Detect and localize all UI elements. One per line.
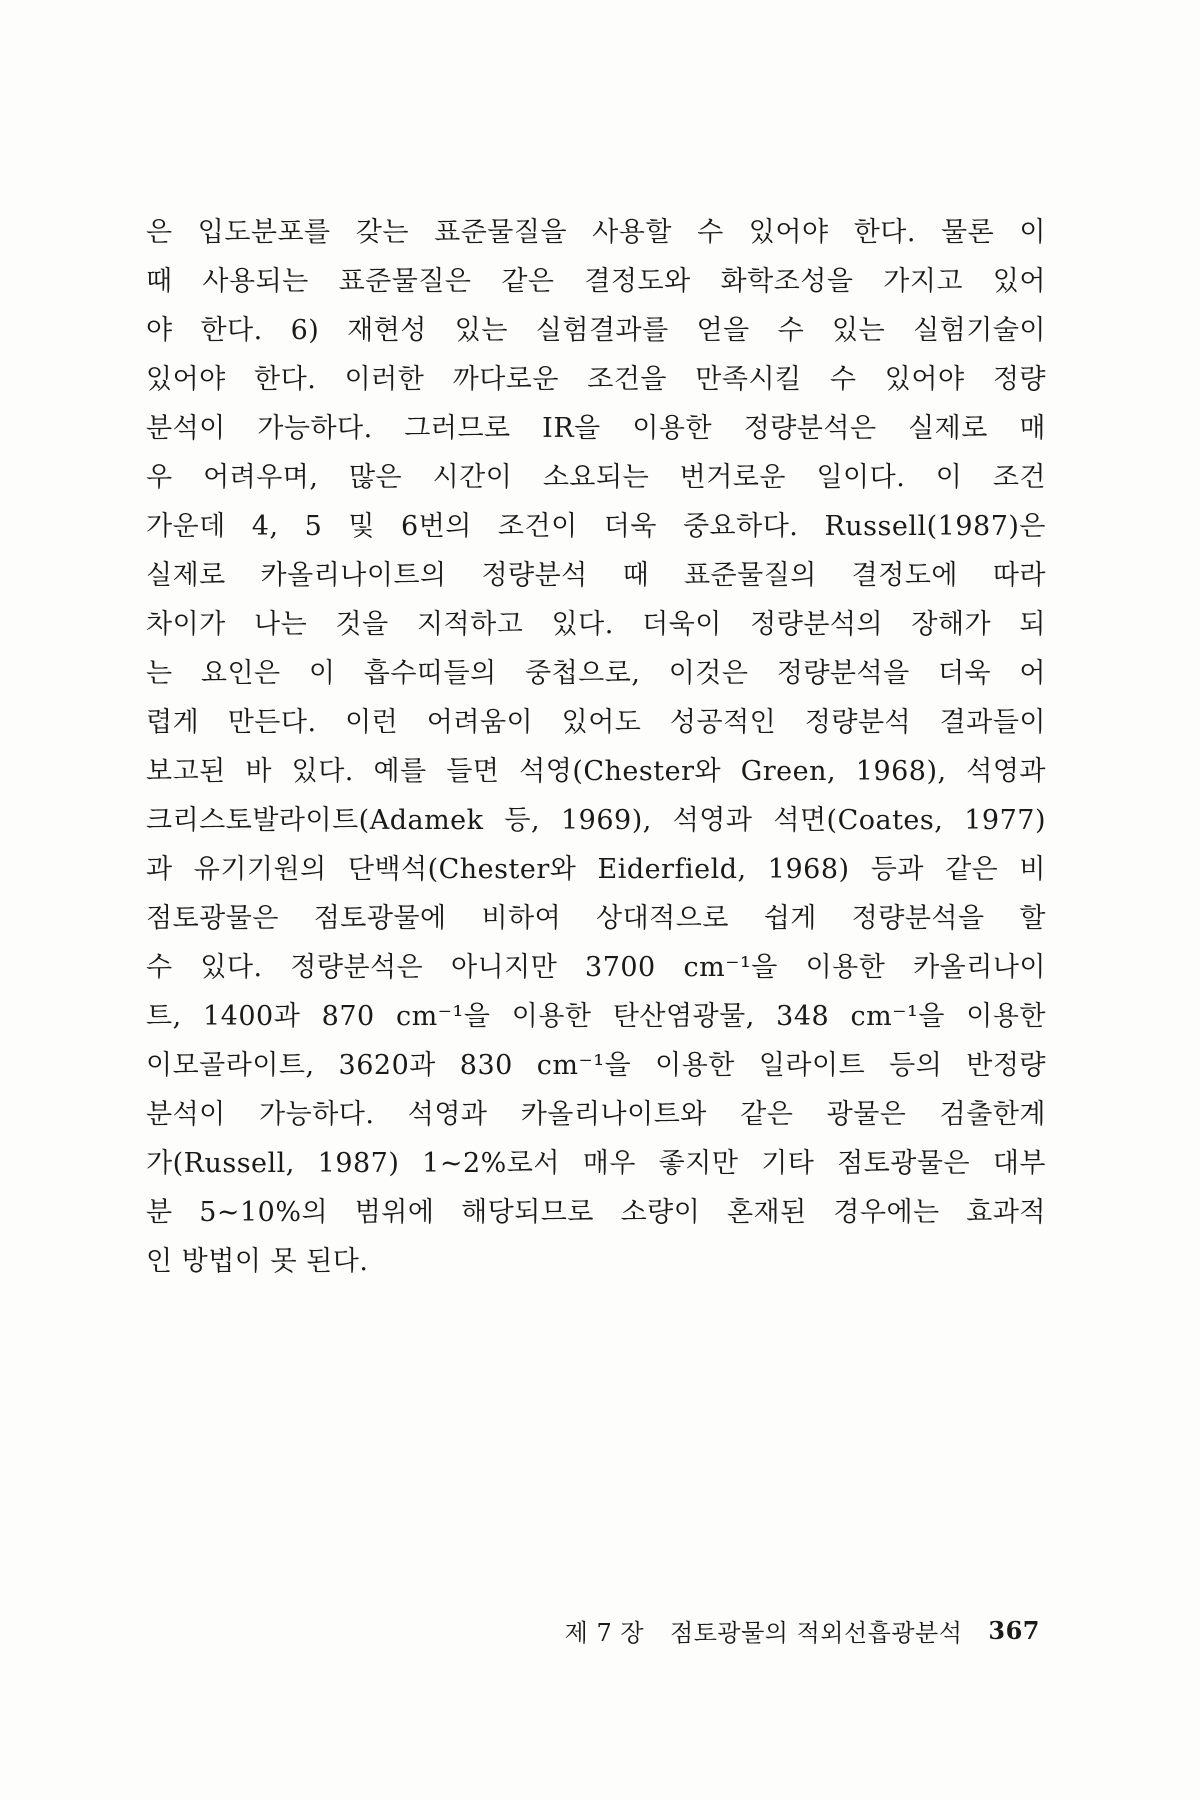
text-line: 점토광물은 점토광물에 비하여 상대적으로 쉽게 정량분석을 할 — [146, 903, 1046, 934]
page-number: 367 — [988, 1615, 1040, 1645]
text-line: 때 사용되는 표준물질은 같은 결정도와 화학조성을 가지고 있어 — [146, 266, 1046, 297]
text-line: 야 한다. 6) 재현성 있는 실험결과를 얻을 수 있는 실험기술이 — [146, 315, 1046, 346]
text-line: 은 입도분포를 갖는 표준물질을 사용할 수 있어야 한다. 물론 이 — [146, 217, 1046, 248]
text-line: 우 어려우며, 많은 시간이 소요되는 번거로운 일이다. 이 조건 — [146, 462, 1046, 493]
text-line: 과 유기기원의 단백석(Chester와 Eiderfield, 1968) 등과 같은 비 — [146, 854, 1046, 885]
text-line-last: 인 방법이 못 된다. — [146, 1246, 369, 1277]
footer-chapter-title: 점토광물의 적외선흡광분석 — [670, 1618, 963, 1647]
text-line: 이모골라이트, 3620과 830 cm⁻¹을 이용한 일라이트 등의 반정량 — [146, 1050, 1046, 1081]
text-line: 가(Russell, 1987) 1~2%로서 매우 좋지만 기타 점토광물은 대부 — [146, 1148, 1046, 1179]
text-line: 렵게 만든다. 이런 어려움이 있어도 성공적인 정량분석 결과들이 — [146, 707, 1046, 738]
text-line: 크리스토발라이트(Adamek 등, 1969), 석영과 석면(Coates, 1977) — [146, 805, 1046, 836]
text-line: 있어야 한다. 이러한 까다로운 조건을 만족시킬 수 있어야 정량 — [146, 364, 1046, 395]
footer-chapter: 제 7 장 — [564, 1618, 645, 1647]
text-line: 보고된 바 있다. 예를 들면 석영(Chester와 Green, 1968), 석영과 — [146, 756, 1046, 787]
text-line: 분석이 가능하다. 그러므로 IR을 이용한 정량분석은 실제로 매 — [146, 413, 1046, 444]
text-line: 분석이 가능하다. 석영과 카올리나이트와 같은 광물은 검출한계 — [146, 1099, 1046, 1130]
text-line: 는 요인은 이 흡수띠들의 중첩으로, 이것은 정량분석을 더욱 어 — [146, 658, 1046, 689]
page-footer — [540, 1610, 1040, 1650]
text-line: 트, 1400과 870 cm⁻¹을 이용한 탄산염광물, 348 cm⁻¹을 이용한 — [146, 1001, 1046, 1032]
text-line: 분 5~10%의 범위에 해당되므로 소량이 혼재된 경우에는 효과적 — [146, 1197, 1046, 1228]
body-paragraph — [146, 208, 1046, 1286]
text-line: 실제로 카올리나이트의 정량분석 때 표준물질의 결정도에 따라 — [146, 560, 1046, 591]
text-line: 차이가 나는 것을 지적하고 있다. 더욱이 정량분석의 장해가 되 — [146, 609, 1046, 640]
text-line: 가운데 4, 5 및 6번의 조건이 더욱 중요하다. Russell(1987)은 — [146, 511, 1046, 542]
text-line: 수 있다. 정량분석은 아니지만 3700 cm⁻¹을 이용한 카올리나이 — [146, 952, 1046, 983]
